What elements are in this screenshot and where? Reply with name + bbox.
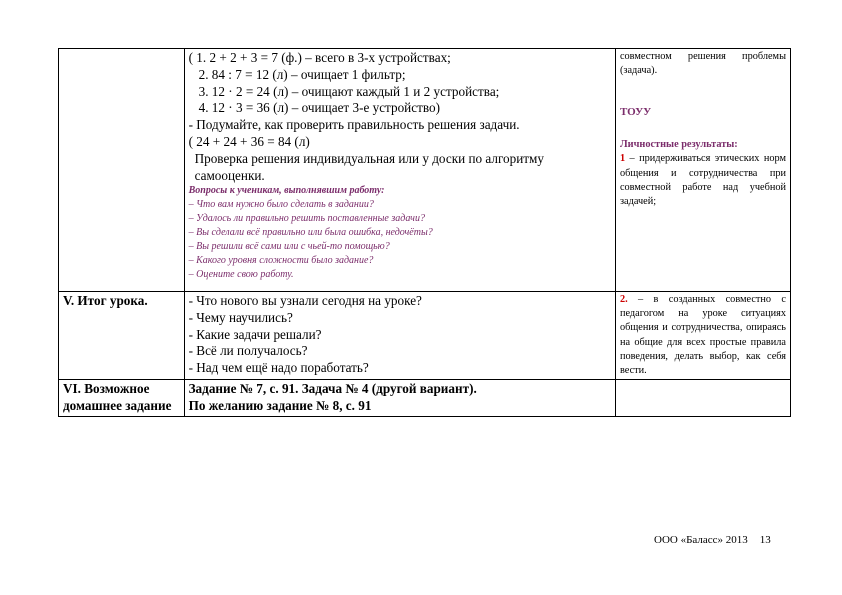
solution-line: 4. 12 · 3 = 36 (л) – очищает 3-е устройство) (198, 100, 440, 116)
page-number: 13 (759, 534, 771, 546)
question-item: – Удалось ли правильно решить поставленные задачи? (188, 213, 425, 225)
activity-cell (184, 380, 615, 417)
question-item: – Вы сделали всё правильно или была ошибка, недочёты? (188, 227, 433, 239)
result-number: 2. (619, 294, 628, 305)
personal-results-title: Личностные результаты: (619, 139, 738, 151)
summary-question: - Какие задачи решали? (188, 326, 322, 342)
homework-line: Задание № 7, с. 91. Задача № 4 (другой вариант). (188, 381, 477, 397)
stage-title: V. Итог урока. (63, 293, 148, 308)
solution-line: 2. 84 : 7 = 12 (л) – очищает 1 фильтр; (198, 66, 406, 82)
toyy-heading: ТОУУ (619, 106, 652, 119)
lesson-plan-table (58, 48, 791, 417)
results-text: совместном решения проблемы (задача). (619, 51, 786, 77)
table-row (59, 292, 791, 380)
personal-result-item (620, 152, 786, 209)
summary-question: - Чему научились? (188, 309, 293, 325)
stage-title: VI. Возможное домашнее задание (63, 381, 172, 414)
activity-cell (184, 49, 615, 292)
personal-result-item (620, 293, 786, 378)
activity-cell (184, 292, 615, 380)
results-cell (615, 49, 790, 292)
result-text: – придерживаться этических норм общения и сотрудничества при совместной работе над учебной задачей; (619, 153, 786, 208)
question-item: – Что вам нужно было сделать в задании? (188, 199, 374, 211)
question-item: – Какого уровня сложности было задание? (188, 255, 374, 267)
questions-title: Вопросы к ученикам, выполнявшим работу: (188, 185, 385, 197)
results-cell (615, 380, 790, 417)
result-text: – в созданных совместно с педагогом на уроке ситуациях общения и сотрудничества, опираясь на общие для всех простые правила поведения, делать выбор, как себя вести. (619, 294, 786, 377)
solution-line: ( 1. 2 + 2 + 3 = 7 (ф.) – всего в 3-х устройствах; (188, 50, 451, 65)
question-item: – Вы решили всё сами или с чьей-то помощью? (188, 241, 390, 253)
summary-question: - Всё ли получалось? (188, 343, 308, 359)
self-assessment-note: Проверка решения индивидуальная или у доски по алгоритму самооценки. (194, 150, 544, 183)
result-number: 1 (619, 153, 626, 165)
summary-question: - Над чем ещё надо поработать? (188, 360, 369, 376)
homework-line: По желанию задание № 8, с. 91 (188, 398, 372, 414)
results-cell (615, 292, 790, 380)
stage-cell (59, 292, 185, 380)
question-item: – Оцените свою работу. (188, 269, 294, 281)
table-row (59, 49, 791, 292)
table-row (59, 380, 791, 417)
check-instruction: - Подумайте, как проверить правильность решения задачи. (188, 117, 520, 133)
stage-cell (59, 380, 185, 417)
solution-line: 3. 12 · 2 = 24 (л) – очищают каждый 1 и 2 устройства; (198, 83, 500, 99)
stage-cell (59, 49, 185, 292)
check-calculation: ( 24 + 24 + 36 = 84 (л) (188, 133, 310, 149)
page-footer (654, 534, 771, 546)
summary-question: - Что нового вы узнали сегодня на уроке? (188, 293, 422, 308)
publisher-label: ООО «Баласс» 2013 (654, 534, 748, 546)
